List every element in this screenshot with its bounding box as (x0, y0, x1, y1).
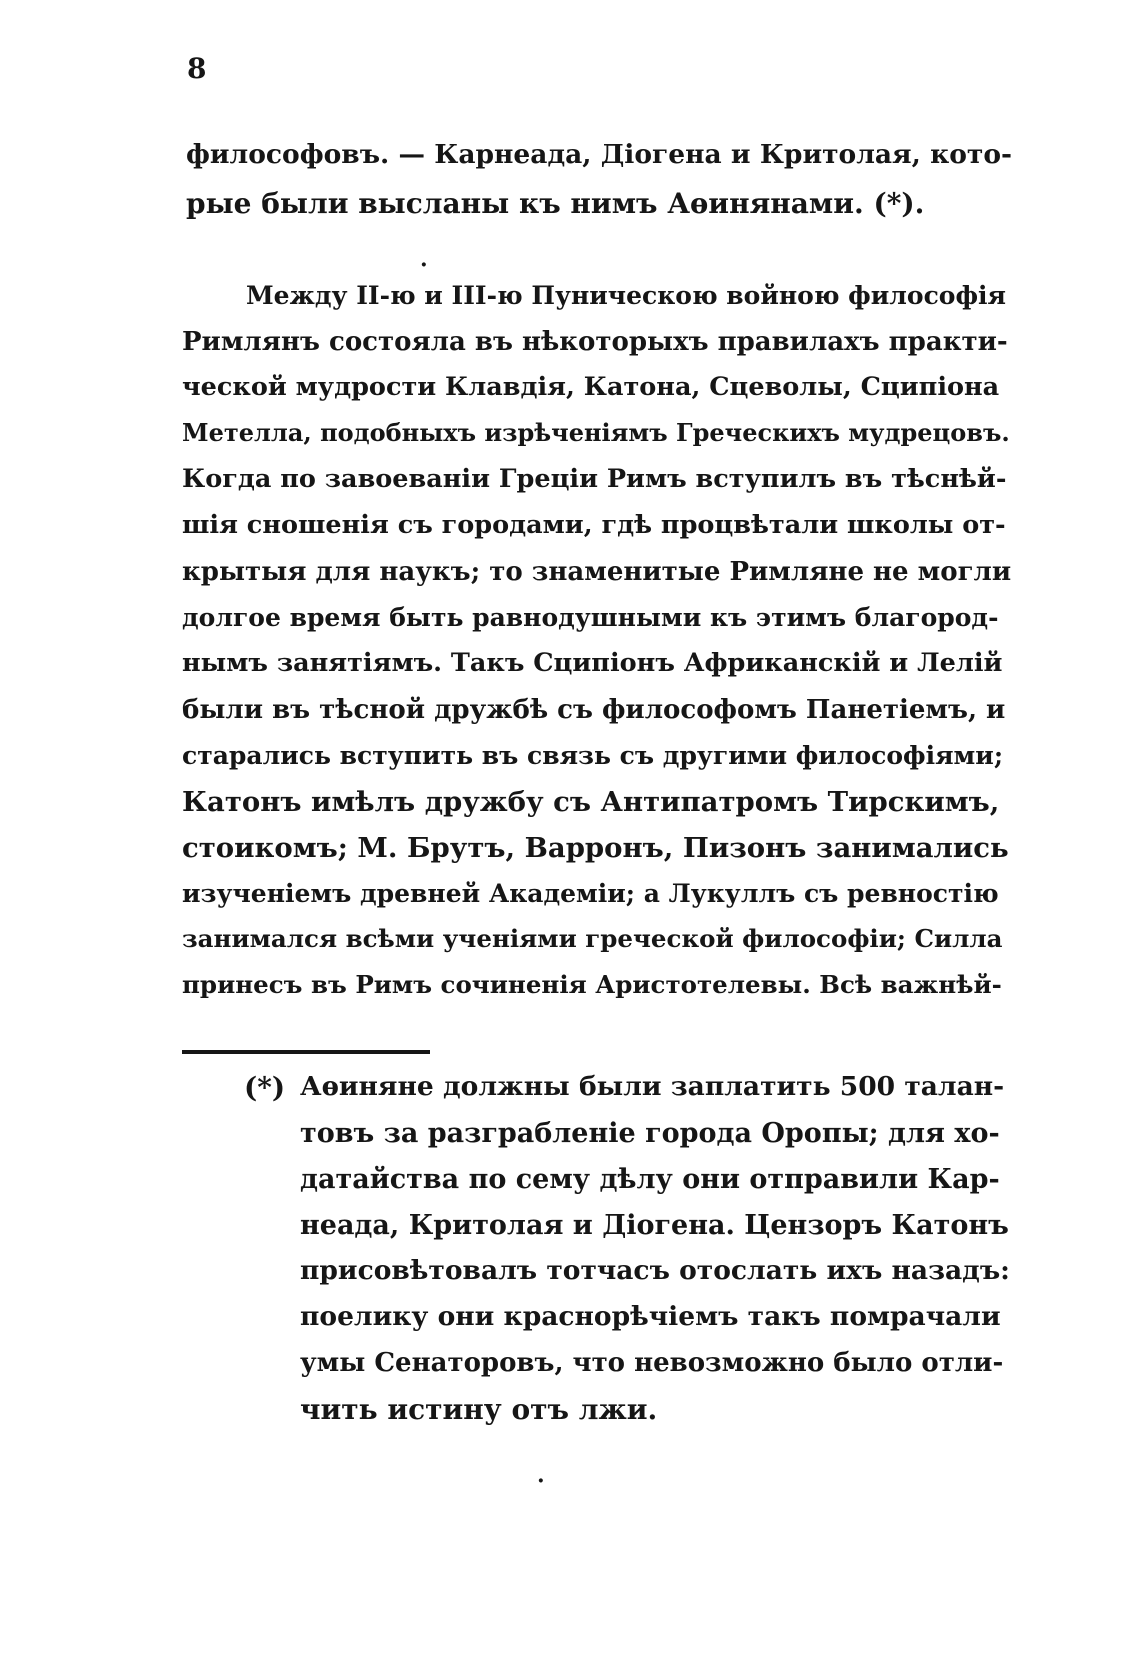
footnote-line-content: датайства по сему дѣлу они отправили Кар- (300, 1164, 1000, 1195)
footnote-line-content: Аѳиняне должны были заплатить 500 талан- (300, 1071, 1005, 1102)
text-line-content: занимался всѣми ученіями греческой философіи; Силла (182, 924, 1003, 953)
text-line (182, 418, 1014, 447)
ink-speck: · (537, 1468, 545, 1494)
footnote-line-content: товъ за разграбленіе города Оропы; для хо- (300, 1118, 1000, 1149)
footnote-line (300, 1393, 658, 1426)
text-line-content: нымъ занятіямъ. Такъ Сципіонъ Африканскій и Лелій (182, 648, 1003, 678)
text-line (182, 559, 1014, 585)
page-number: 8 (187, 52, 207, 85)
text-line (182, 970, 1014, 999)
text-line-content: крытыя для наукъ; то знаменитые Римляне не могли (182, 557, 1012, 587)
text-line-content: были въ тѣсной дружбѣ съ философомъ Панетіемъ, и (182, 695, 1006, 725)
footnote-line (300, 1120, 1012, 1147)
text-line (182, 924, 1014, 953)
footnote-line-content: поелику они краснорѣчіемъ такъ помрачали (300, 1301, 1001, 1332)
footnote-separator (182, 1050, 430, 1054)
text-line (182, 464, 1014, 494)
text-line-content: рые были высланы къ нимъ Аѳинянами. (*). (186, 187, 925, 220)
footnote-line-content: неада, Критолая и Діогена. Цензоръ Катонъ (300, 1210, 1009, 1241)
text-line (182, 605, 1014, 630)
text-line-content: старались вступить въ связь съ другими философіями; (182, 741, 1004, 770)
text-line-content: изученіемъ древней Академіи; а Лукуллъ съ ревностію (182, 879, 999, 908)
text-line (182, 832, 1014, 864)
footnote-marker (244, 1071, 286, 1104)
footnote-line (300, 1212, 1012, 1239)
text-line (182, 372, 1014, 402)
footnote-line (300, 1350, 1012, 1376)
text-line-content: стоикомъ; М. Брутъ, Варронъ, Пизонъ занимались (182, 832, 1009, 864)
text-line (186, 139, 1014, 170)
text-line-content: Когда по завоеваніи Греціи Римъ вступилъ въ тѣснѣй- (182, 464, 1007, 494)
text-line-content: шія сношенія съ городами, гдѣ процвѣтали школы от- (182, 510, 1006, 540)
text-line-content: Между ІІ-ю и ІІІ-ю Пуническою войною философія (246, 281, 1006, 310)
text-line (182, 329, 1014, 355)
text-line-content: принесъ въ Римъ сочиненія Аристотелевы. Всѣ важнѣй- (182, 970, 1002, 999)
footnote-line (300, 1255, 1012, 1286)
text-line (182, 743, 1014, 768)
text-line-content: ческой мудрости Клавдія, Катона, Сцеволы, Сципіона (182, 372, 1000, 402)
text-line (182, 697, 1014, 723)
text-line-content: философовъ. — Карнеада, Діогена и Критолая, кото- (186, 139, 1012, 170)
text-line-content: Римлянъ состояла въ нѣкоторыхъ правилахъ практи- (182, 327, 1008, 357)
text-line (182, 648, 1014, 678)
text-line (182, 881, 1014, 906)
footnote-line-content: умы Сенаторовъ, что невозможно было отли- (300, 1348, 1004, 1378)
text-line (182, 786, 1014, 818)
footnote-line (300, 1301, 1012, 1332)
text-line-content: Метелла, подобныхъ изрѣченіямъ Греческихъ мудрецовъ. (182, 418, 1010, 447)
footnote-line (300, 1166, 1012, 1193)
footnote-marker-text: (*) (244, 1071, 286, 1104)
text-line-content: долгое время быть равнодушными къ этимъ благород- (182, 603, 999, 632)
text-line (186, 187, 925, 220)
footnote-line-content: присовѣтовалъ тотчасъ отослать ихъ назадъ: (300, 1255, 1010, 1286)
text-line (182, 510, 1014, 540)
footnote-line (300, 1071, 1012, 1102)
text-line (246, 283, 1014, 308)
footnote-line-content: чить истину отъ лжи. (300, 1393, 658, 1426)
ink-speck: · (420, 252, 428, 278)
text-line-content: Катонъ имѣлъ дружбу съ Антипатромъ Тирскимъ, (182, 786, 1000, 818)
